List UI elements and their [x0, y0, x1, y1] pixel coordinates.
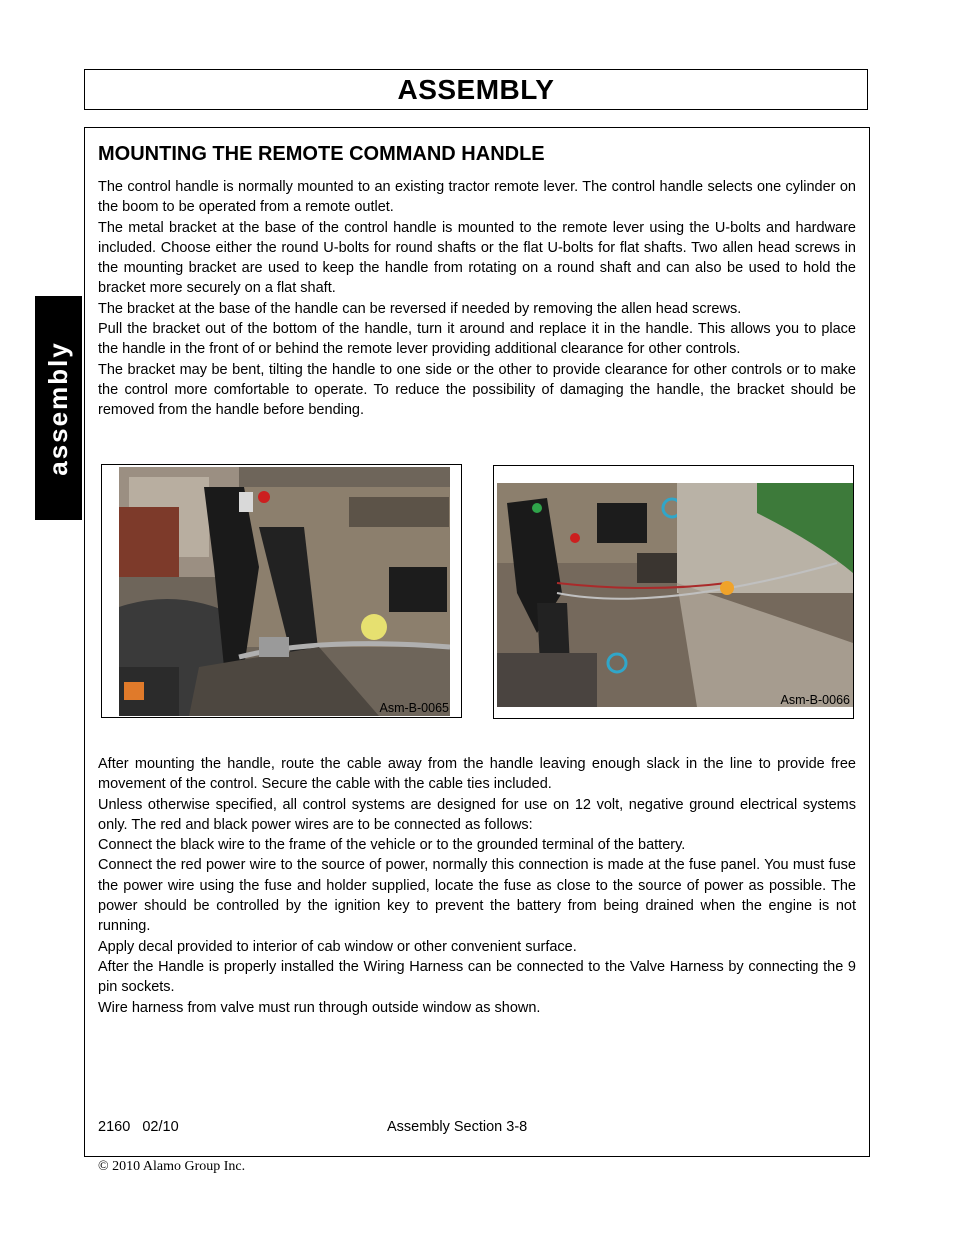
paragraph: The control handle is normally mounted to an existing tractor remote lever. The control handle selects one cylinder on the boom to be operated from a remote outlet.	[98, 179, 856, 216]
paragraph: The bracket at the base of the handle can be reversed if needed by removing the allen head screws.	[98, 300, 742, 317]
page-header-title: ASSEMBLY	[397, 73, 555, 105]
intro-text	[98, 177, 856, 421]
wiring-text	[98, 754, 856, 1018]
paragraph: Connect the red power wire to the source of power, normally this connection is made at the fuse panel. You must fuse the power wire using the fuse and holder supplied, locate the fuse as close to the source of power as possible. The power should be controlled by the ignition key to prevent the battery from being drained when the engine is not running.	[98, 857, 856, 935]
paragraph: After the Handle is properly installed the Wiring Harness can be connected to the Valve Harness by connecting the 9 pin sockets.	[98, 958, 856, 996]
photo-tractor-cab-handle	[119, 467, 450, 716]
figure-label: Asm-B-0065	[379, 701, 449, 715]
paragraph: After mounting the handle, route the cable away from the handle leaving enough slack in the line to provide free movement of the control. Secure the cable with the cable ties included.	[98, 756, 856, 793]
paragraph: Unless otherwise specified, all control systems are designed for use on 12 volt, negative ground electrical systems only. The red and black power wires are to be connected as follows:	[98, 796, 856, 833]
section-title: MOUNTING THE REMOTE COMMAND HANDLE	[98, 143, 545, 165]
footer-section: Assembly Section 3-8	[387, 1119, 528, 1135]
paragraph: The metal bracket at the base of the control handle is mounted to the remote lever using the U-bolts and hardware included. Choose either the round U-bolts for round shafts or the flat U-bolts for flat shafts. Two allen head screws in the mounting bracket are used to keep the handle from rotating on a round shaft and can also be used to hold the bracket more securely on a flat shaft.	[98, 219, 856, 297]
photo-tractor-console	[497, 483, 853, 707]
footer-model-date: 2160 02/10	[98, 1119, 179, 1135]
figure-label: Asm-B-0066	[780, 693, 850, 707]
copyright: © 2010 Alamo Group Inc.	[98, 1159, 246, 1174]
paragraph: The bracket may be bent, tilting the handle to one side or the other to provide clearance for other controls or to make the control more comfortable to operate. To reduce the possibility of damaging the handle, the bracket should be removed from the handle before bending.	[98, 361, 856, 419]
figure-handle-mounted	[101, 464, 462, 718]
side-tab	[35, 296, 82, 520]
paragraph: Apply decal provided to interior of cab window or other convenient surface.	[98, 938, 577, 955]
paragraph: Wire harness from valve must run through outside window as shown.	[98, 999, 541, 1016]
side-tab-label: assembly	[43, 340, 73, 476]
paragraph: Pull the bracket out of the bottom of the handle, turn it around and replace it in the handle. This allows you to place the handle in the front of or behind the remote lever providing additional clearance for other controls.	[98, 321, 856, 358]
figure-handle-console	[493, 465, 854, 719]
header-box	[84, 69, 868, 110]
paragraph: Connect the black wire to the frame of the vehicle or to the grounded terminal of the battery.	[98, 837, 686, 854]
